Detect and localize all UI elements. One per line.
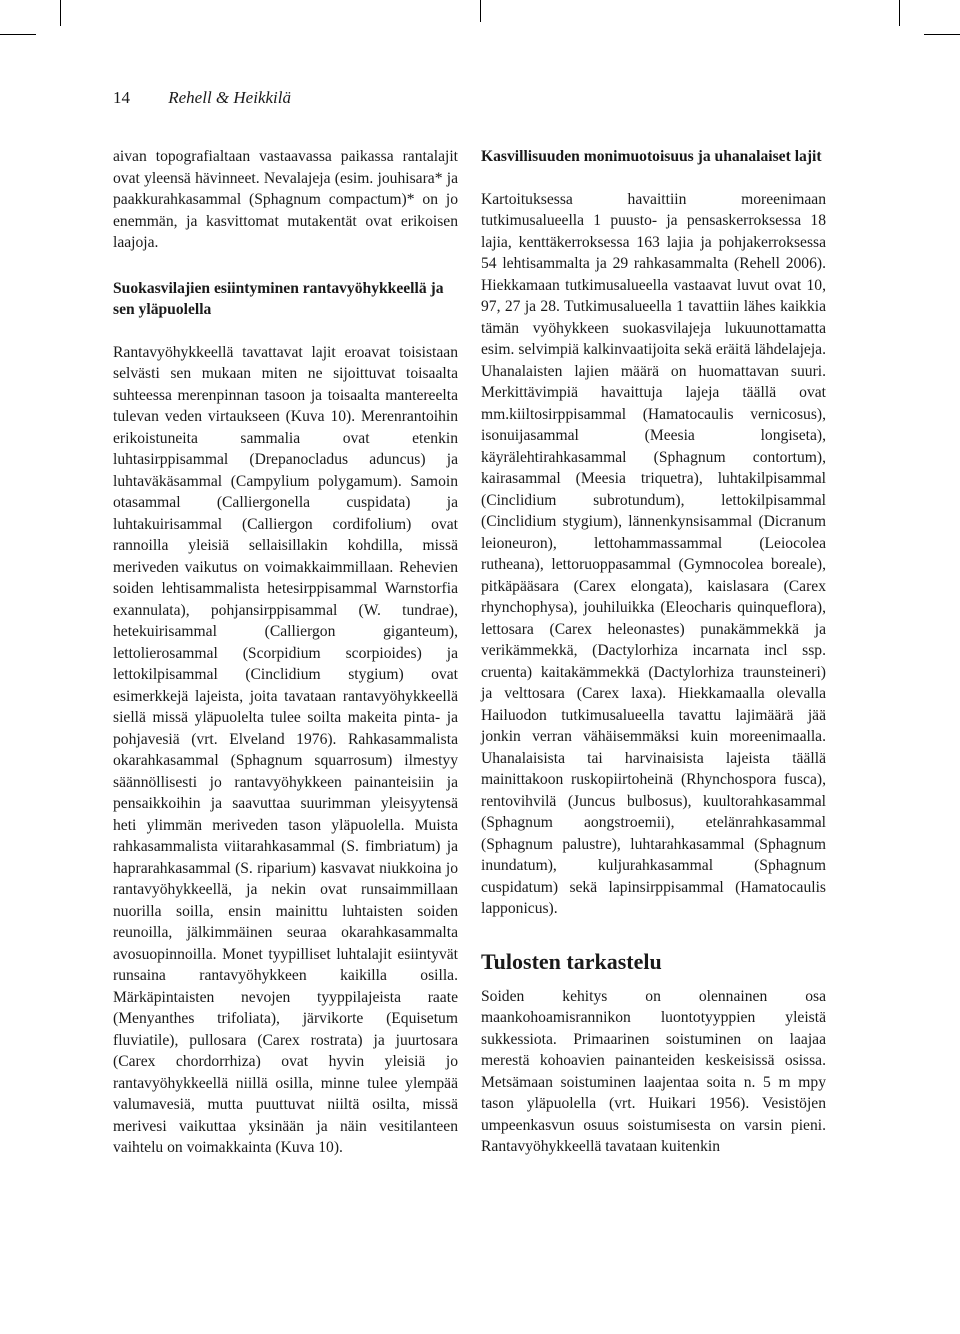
running-header: [113, 88, 291, 108]
shore-species-paragraph: Rantavyöhykkeellä tavattavat lajit eroavat toisistaan selvästi sen mukaan miten ne sijoittuvat toisaalta suhteessa merenpinnan tasoon ja toisaalta mantereelta tulevan veden virtaukseen (Kuva 10). Merenrantoihin erikoistuneita sammalia ovat etenkin luhtasirppisammal (Drepanocladus aduncus) ja luhtaväkäsammal (Campylium polygamum). Samoin otasammal (Calliergonella cuspidata) ja luhtakuirisammal (Calliergon cordifolium) ovat rannoilla yleisiä sellaisillakin kohdilla, missä meriveden vaikutus on voimakkaimmillaan. Rehevien soiden lehtisammalista hetesirppisammal Warnstorfia exannulata), pohjansirppisammal (W. tundrae), hetekuirisammal (Calliergon giganteum), lettolierosammal (Scorpidium scorpioides) ja lettokilpisammal (Cinclidium stygium) ovat esimerkkejä lajeista, joita tavataan rantavyöhykkeellä siellä missä yläpuolelta tulee soilta makeita pinta- ja pohjavesiä (vrt. Elveland 1976). Rahkasammalista okarahkasammal (Sphagnum squarrosum) ilmestyy säännöllisesti jo rantavyöhykkeen painanteisiin ja pensaikkoihin ja saavuttaa suurimman yleisyytensä heti ylimmän meriveden tason yläpuolella. Muista rahkasammalista viitarahkasammal (S. fimbriatum) ja haprarahkasammal (S. riparium) kasvavat niukkoina jo rantavyöhykkeellä, ja nekin ovat runsaimmillaan nuorilla soilla, ensin mainittu luhtaisten soiden reunoilla, jälkimmäinen seuraa okarahkasammalta avosuopinnoilla. Monet tyypilliset luhtalajit esiintyvät runsaina rantavyöhykkeen kaikilla osilla. Märkäpintaisten nevojen tyyppilajeista raate (Menyanthes trifoliata), järvikorte (Equisetum fluviatile), pullosara (Carex rostrata) ja juurtosara (Carex chordorrhiza) ovat hyvin yleisiä jo rantavyöhykkeellä niillä osilla, minne tulee ylempää valumavesiä, mutta puuttuvat niiltä osilta, missä merivesi vaikuttaa yksinään ja näin vesitilanteen vaihtelu on voimakkainta (Kuva 10).: [113, 343, 458, 1156]
crop-mark-top-center: [480, 0, 481, 22]
page-number: 14: [113, 88, 130, 107]
crop-mark-top-right: [924, 34, 960, 35]
crop-mark-top-left-vertical: [60, 0, 61, 26]
crop-mark-top-right-vertical: [899, 0, 900, 26]
crop-mark-top-left: [0, 34, 36, 35]
section-heading-discussion: Tulosten tarkastelu: [481, 948, 662, 974]
left-column: [113, 146, 458, 1159]
section-subheading-diversity: Kasvillisuuden monimuotoisuus ja uhanalaiset lajit: [481, 148, 822, 165]
intro-paragraph: aivan topografialtaan vastaavassa paikassa rantalajit ovat yleensä hävinneet. Nevalajeja (esim. jouhisara* ja paakkurahkasammal (Sphagnum compactum)* on jo enemmän, ja kasvittomat mutakentät ovat erikoisen laajoja.: [113, 148, 458, 251]
discussion-paragraph: Soiden kehitys on olennainen osa maankohoamisrannikon luontotyyppien yleistä sukkessiota. Primaarinen soistuminen on laajaa merestä kohoavien painanteiden keskeisissä osissa. Metsämaan soistuminen laajentaa soita n. 5 m mpy tason yläpuolella (vrt. Huikari 1956). Vesistöjen umpeenkasvun osuus soistumisesta on varsin pieni. Rantavyöhykkeellä tavataan kuitenkin: [481, 987, 826, 1155]
right-column: [481, 146, 826, 1158]
running-head-authors: Rehell & Heikkilä: [168, 88, 291, 107]
diversity-paragraph: Kartoituksessa havaittiin moreenimaan tutkimusalueella 1 puusto- ja pensaskerroksessa 18 lajia, kenttäkerroksessa 163 lajia ja pohjakerroksessa 54 lehtisammalta ja 29 rahkasammalta (Rehell 2006). Hiekkamaan tutkimusalueella vastaavat luvut ovat 10, 97, 27 ja 28. Tutkimusalueella 1 tavattiin lähes kaikkia tämän vyöhykkeen suokasvilajeja lukuunottamatta esim. selvimpiä kalkinvaatijoita sekä eräitä lähdelajeja. Uhanalaisten lajien määrä on huomattavan suuri. Merkittävimpiä havaittuja lajeja täällä ovat mm.kiiltosirppisammal (Hamatocaulis vernicosus), isonuijasammal (Meesia longiseta), käyrälehtirahkasammal (Sphagnum contortum), kairasammal (Meesia triquetra), luhtakilpisammal (Cinclidium subrotundum), lettokilpisammal (Cinclidium stygium), lännenkynsisammal (Dicranum leioneuron), lettohammassammal (Leiocolea rutheana), lettoruoppasammal (Gymnocolea boreale), pitkäpääsara (Carex elongata), kaislasara (Carex rhynchophysa), jouhiluikka (Eleocharis quinqueflora), lettosara (Carex heleonastes) punakämmekkä ja verikämmekkä, (Dactylorhiza incarnata incl ssp. cruenta) kaitakämmekkä (Dactylorhiza traunsteineri) ja velttosara (Carex laxa). Hiekkamaalla olevalla Hailuodon tutkimusalueella tavattu lajimäärä jää jonkin verran vähäisemmäksi kuin moreenimaalla. Uhanalaisista tai harvinaisista lajeista täällä mainittakoon ruskopiirtoheinä (Rhynchospora fusca), rentovihvilä (Juncus bulbosus), kuultorahkasammal (Sphagnum aongstroemii), etelänrahkasammal (Sphagnum palustre), luhtarahkasammal (Sphagnum inundatum), kuljurahkasammal (Sphagnum cuspidatum) sekä lapinsirppisammal (Hamatocaulis lapponicus).: [481, 190, 826, 917]
section-subheading-shore-species: Suokasvilajien esiintyminen rantavyöhykkeellä ja sen yläpuolella: [113, 279, 444, 318]
